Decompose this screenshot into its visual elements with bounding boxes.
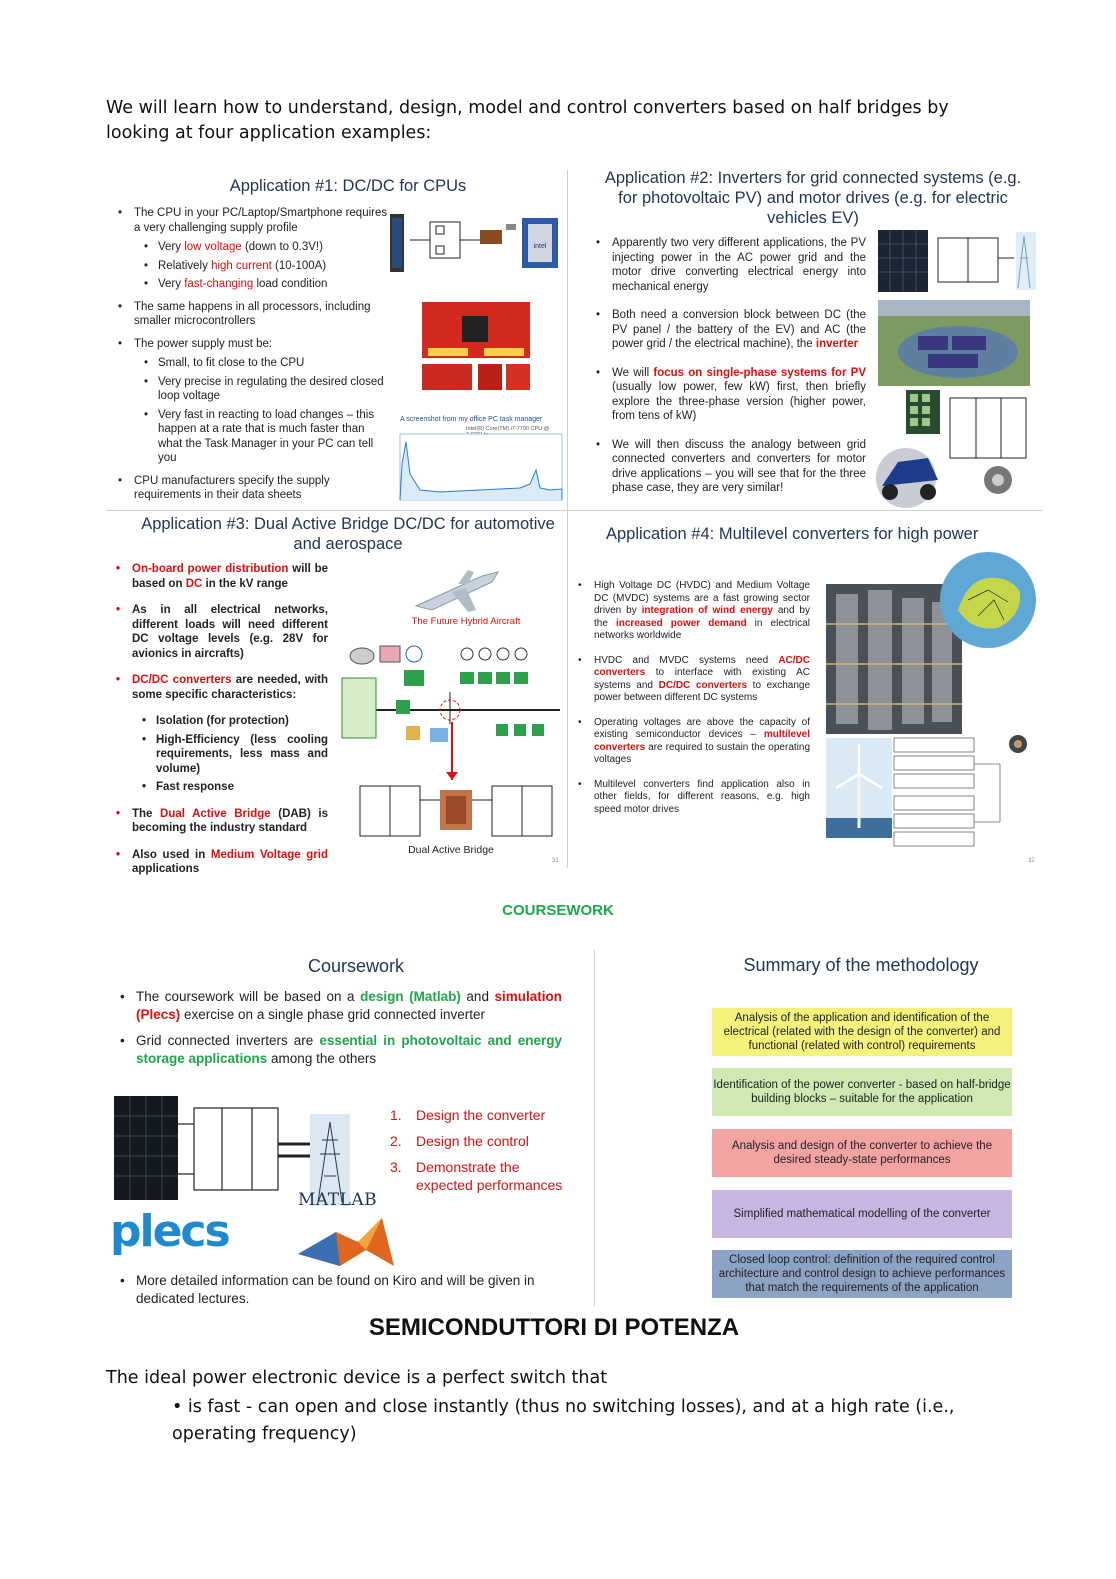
methodology-step-3: Analysis and design of the converter to achieve the desired steady-state performances: [712, 1129, 1012, 1177]
app1-bullet-3: • The power supply must be: • Small, to fit close to the CPU • Very precise in regulating the desired closed loop voltage • Very fast in reacting to load changes – this happen at a rate that is much faster than what the Task Manager in your PC can tell you: [112, 337, 388, 466]
task-manager-caption: A screenshot from my office PC task manager: [400, 416, 543, 423]
methodology-step-4: Simplified mathematical modelling of the converter: [712, 1190, 1012, 1238]
app4-bullet-4: • Multilevel converters find application also in other fields, for different reasons, e.g. high speed motor drives: [572, 779, 810, 817]
aircraft-icon: [412, 566, 502, 618]
multilevel-converter-schematic: [890, 734, 1040, 850]
section-heading: SEMICONDUTTORI DI POTENZA: [368, 1314, 740, 1341]
svg-text:intel: intel: [533, 243, 547, 250]
slide-app2: [570, 166, 1042, 508]
coursework-bullet-3: • More detailed information can be found on Kiro and will be given in dedicated lectures.: [114, 1272, 570, 1308]
app4-bullet-2: • HVDC and MVDC systems need AC/DC converters to interface with existing AC systems and DC/DC converters to exchange power between different DC systems: [572, 655, 810, 705]
app3-title: Application #3: Dual Active Bridge DC/DC for automotive and aerospace: [141, 515, 555, 553]
app3-bullet-5: • Also used in Medium Voltage grid applications: [110, 848, 328, 877]
dab-caption: Dual Active Bridge: [408, 844, 494, 856]
hybrid-aircraft-title: The Future Hybrid Aircraft: [411, 616, 521, 627]
slide-app4: [570, 512, 1042, 868]
pv-inverter-illustration: [878, 228, 1038, 294]
plecs-logo: plecs: [110, 1206, 229, 1257]
body-paragraph-2: • is fast - can open and close instantly (thus no switching losses), and at a high rate (i.e., operating frequency): [172, 1397, 955, 1444]
app2-bullet-3: • We will focus on single-phase systems for PV (usually low power, few kW) first, then briefly explore the three-phase version (higher power, from tens of kW): [590, 366, 866, 424]
app4-bullet-3: • Operating voltages are above the capacity of existing semiconductor devices – multilevel converters are required to sustain the operating voltages: [572, 717, 810, 767]
methodology-step-2: Identification of the power converter - based on half-bridge building blocks – suitable for the application: [712, 1068, 1012, 1116]
coursework-step-3: 3. Demonstrate the expected performances: [390, 1159, 563, 1193]
coursework-step-2: 2. Design the control: [390, 1133, 529, 1149]
coursework-step-1: 1. Design the converter: [390, 1107, 546, 1123]
slide-app1: [106, 170, 564, 508]
page-number-31: 31: [552, 858, 559, 864]
hybrid-aircraft-diagram: [340, 630, 564, 780]
methodology-title: Summary of the methodology: [743, 955, 979, 975]
methodology-step-5: Closed loop control: definition of the required control architecture and control design to achieve performances that match the requirements of the application: [712, 1250, 1012, 1298]
dual-active-bridge-diagram: [356, 780, 556, 844]
europe-grid-map: [938, 550, 1038, 650]
app1-title: Application #1: DC/DC for CPUs: [229, 177, 467, 195]
task-manager-cpu: Intel(R) Core(TM) i7-7700 CPU @: [466, 426, 550, 432]
app3-bullet-3: • DC/DC converters are needed, with some specific characteristics: • Isolation (for protection) • High-Efficiency (less cooling requirements, less mass and volume) • Fast response: [110, 673, 328, 795]
coursework-bullet-1: • The coursework will be based on a design (Matlab) and simulation (Plecs) exercise on a single phase grid connected inverter: [114, 988, 562, 1024]
app1-bullet-4: • CPU manufacturers specify the supply requirements in their data sheets: [112, 474, 388, 503]
slide-app3: [106, 512, 564, 875]
intro-paragraph: We will learn how to understand, design, model and control converters based on half bridges by looking at four application examples:: [106, 98, 949, 143]
app2-bullet-2: • Both need a conversion block between DC (the PV panel / the battery of the EV) and AC (the power grid / the electrical machine), the inverter: [590, 308, 866, 352]
solar-farm-photo: [878, 300, 1030, 386]
ev-motor-drive-illustration: [876, 388, 1038, 508]
wind-turbine-photo: [826, 738, 892, 838]
microcontroller-board-image: [422, 302, 530, 392]
app3-bullet-1: • On-board power distribution will be based on DC in the kV range: [110, 562, 328, 591]
slide-coursework: [106, 948, 576, 1310]
coursework-heading: COURSEWORK: [502, 902, 614, 919]
matlab-logo-text: MATLAB: [298, 1190, 378, 1210]
methodology-step-1: Analysis of the application and identification of the electrical (related with the design of the converter) and functional (related with control) requirements: [712, 1008, 1012, 1056]
app1-bullet-1: • The CPU in your PC/Laptop/Smartphone requires a very challenging supply profile • Very low voltage (down to 0.3V!) • Relatively high current (10-100A) • Very fast-changing load condition: [112, 206, 388, 292]
task-manager-graph: [400, 434, 562, 500]
app3-bullet-2: • As in all electrical networks, different loads will need different DC voltage levels (e.g. 28V for avionics in aircrafts): [110, 603, 328, 661]
app2-title: Application #2: Inverters for grid connected systems (e.g. for photovoltaic PV) and motor drives (e.g. for electric vehicles EV): [604, 169, 1022, 227]
app4-bullet-1: • High Voltage DC (HVDC) and Medium Voltage DC (MVDC) systems are a fast growing sector driven by integration of wind energy and by the increased power demand in electrical networks worldwide: [572, 580, 810, 643]
body-paragraph-1: The ideal power electronic device is a perfect switch that: [106, 1368, 608, 1388]
page-number-32: 32: [1028, 858, 1035, 864]
coursework-title: Coursework: [307, 956, 405, 976]
app3-bullet-4: • The Dual Active Bridge (DAB) is becoming the industry standard: [110, 807, 328, 836]
app2-bullet-1: • Apparently two very different applications, the PV injecting power in the AC power grid and the motor drive converting electrical energy into mechanical energy: [590, 236, 866, 294]
coursework-bullet-2: • Grid connected inverters are essential in photovoltaic and energy storage applications among the others: [114, 1032, 562, 1068]
app1-bullet-2: • The same happens in all processors, including smaller microcontrollers: [112, 300, 388, 329]
app2-bullet-4: • We will then discuss the analogy between grid connected converters and converters for motor drive applications – you will see that for the three phase case, they are very similar!: [590, 438, 866, 496]
matlab-membrane-icon: [296, 1214, 396, 1270]
cpu-converter-illustration: [390, 210, 560, 280]
app4-title: Application #4: Multilevel converters for high power: [606, 525, 979, 543]
coursework-divider: [594, 950, 595, 1306]
